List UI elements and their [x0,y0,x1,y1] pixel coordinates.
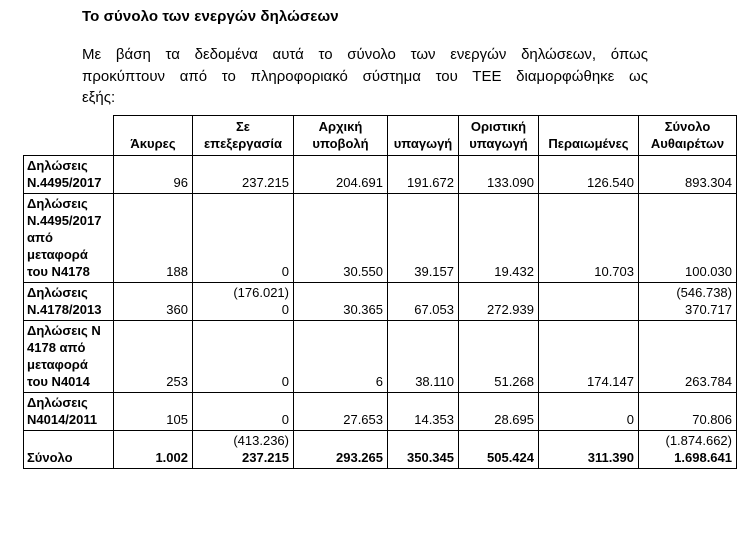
paragraph-line: εξής: [82,89,116,106]
value-cell: 67.053 [388,283,459,321]
adjustment-value: (546.738) [676,285,732,300]
value-cell: 30.365 [294,283,388,321]
value-cell: 0 [193,194,294,283]
column-header: Σε επεξεργασία [193,116,294,156]
table-row [24,283,737,321]
value-cell: 70.806 [639,393,737,431]
row-label: Δηλώσεις N.4495/2017 από μεταφορά του N4178 [24,194,114,283]
adjustment-value: (176.021) [233,285,289,300]
value-cell: 27.653 [294,393,388,431]
value-cell: 39.157 [388,194,459,283]
declarations-table [23,115,737,469]
value-cell: 893.304 [639,156,737,194]
column-header: Περαιωμένες [539,116,639,156]
value-cell [539,283,639,321]
row-label: Δηλώσεις N.4178/2013 [24,283,114,321]
value-cell: 0 [193,393,294,431]
value-cell: 0 [193,321,294,393]
total-row [24,431,737,469]
value-cell: 263.784 [639,321,737,393]
value-cell: 133.090 [459,156,539,194]
value-cell: 105 [114,393,193,431]
value-cell: 293.265 [294,431,388,469]
value-cell: 6 [294,321,388,393]
table-row [24,194,737,283]
value-cell: 191.672 [388,156,459,194]
value-cell: 38.110 [388,321,459,393]
column-header: υπαγωγή [388,116,459,156]
adjustment-value: (1.874.662) [665,433,732,448]
value-cell: (176.021) 0 [193,283,294,321]
value-cell: 0 [539,393,639,431]
value-cell: (546.738) 370.717 [639,283,737,321]
value-cell: 100.030 [639,194,737,283]
header-row [24,116,737,156]
value-cell: 188 [114,194,193,283]
value-cell: 350.345 [388,431,459,469]
value-cell: 253 [114,321,193,393]
table-header [24,116,737,156]
value-cell: 505.424 [459,431,539,469]
row-label: Δηλώσεις N.4495/2017 [24,156,114,194]
value-cell: 311.390 [539,431,639,469]
value-cell: 237.215 [193,156,294,194]
value-cell: 96 [114,156,193,194]
value-cell: (1.874.662) 1.698.641 [639,431,737,469]
value-cell: 28.695 [459,393,539,431]
value-cell: 10.703 [539,194,639,283]
value-cell: 30.550 [294,194,388,283]
row-label: Δηλώσεις N4014/2011 [24,393,114,431]
column-header: Άκυρες [114,116,193,156]
column-header: Αρχική υποβολή [294,116,388,156]
value-cell: 1.002 [114,431,193,469]
value-cell: 126.540 [539,156,639,194]
value-cell: 360 [114,283,193,321]
row-label: Σύνολο [24,431,114,469]
paragraph-line: Με βάση τα δεδομένα αυτά το σύνολο των ενεργών δηλώσεων, όπως [82,46,648,63]
paragraph-line: προκύπτουν από το πληροφοριακό σύστημα του ΤΕΕ διαμορφώθηκε ως [82,67,648,85]
row-label: Δηλώσεις N 4178 από μεταφορά του N4014 [24,321,114,393]
value-cell: 272.939 [459,283,539,321]
corner-cell [24,116,114,156]
table-body [24,156,737,469]
adjustment-value: (413.236) [233,433,289,448]
table-row [24,321,737,393]
value-cell: 174.147 [539,321,639,393]
column-header: Σύνολο Αυθαιρέτων [639,116,737,156]
value-cell: 204.691 [294,156,388,194]
table-row [24,156,737,194]
value-cell: 19.432 [459,194,539,283]
value-cell: 14.353 [388,393,459,431]
value-cell: (413.236) 237.215 [193,431,294,469]
column-header: Οριστική υπαγωγή [459,116,539,156]
page-title: Το σύνολο των ενεργών δηλώσεων [82,8,339,25]
value-cell: 51.268 [459,321,539,393]
table-row [24,393,737,431]
intro-paragraph [82,44,648,109]
